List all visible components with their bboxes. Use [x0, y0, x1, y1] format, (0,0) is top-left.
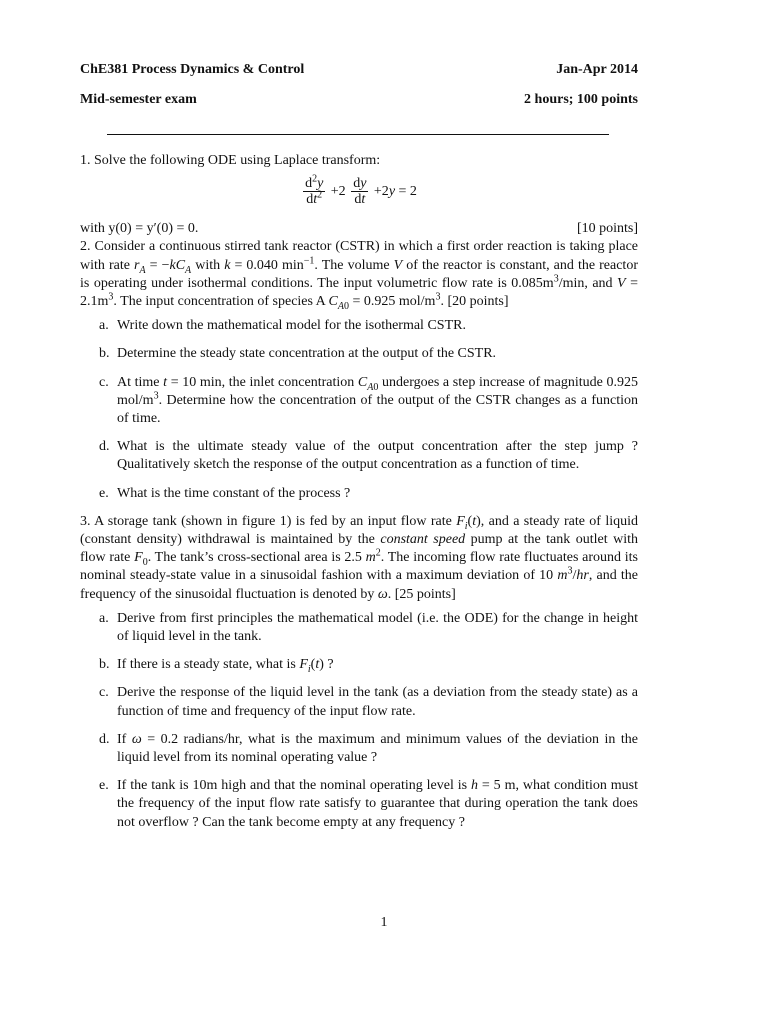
- q2-part-b: b. Determine the steady state concentration at the output of the CSTR.: [99, 346, 497, 362]
- q3-part-c: c. Derive the response of the liquid level in the tank (as a deviation from the steady state) as a function of time and frequency of the input flow rate.: [99, 685, 638, 719]
- exam-body: [80, 152, 638, 842]
- q1-intro: 1. Solve the following ODE using Laplace transform:: [80, 153, 381, 168]
- q2-parts: [80, 317, 638, 503]
- q3-part-a: a. Derive from first principles the mathematical model (i.e. the ODE) for the change in height of liquid level in the tank.: [99, 610, 638, 645]
- header-divider: [107, 134, 609, 135]
- exam-term: Jan-Apr 2014: [556, 62, 638, 77]
- exam-duration: 2 hours; 100 points: [524, 92, 638, 107]
- q1-points: [10 points]: [576, 221, 638, 237]
- q1-condition: with y(0) = y′(0) = 0.: [80, 221, 199, 237]
- exam-type: Mid-semester exam: [80, 92, 197, 107]
- q1-condition-row: [80, 220, 638, 238]
- q3-intro: 3. A storage tank (shown in figure 1) is fed by an input flow rate $F_i(t)$, and a steady rate of liquid (constant density) withdrawal is maintained by the constant speed pump at the tank outlet with flow rate $F_0$. The tank’s cross-sectional area is 2.5 $m^2$. The incoming flow rate fluctuates around its nominal steady-state value in a sinusoidal fashion with a maximum deviation of 10 $m^3/hr$, and the frequency of the sinusoidal fluctuation is denoted by ω. [25 points]: [80, 513, 638, 602]
- course-title: ChE381 Process Dynamics & Control: [80, 62, 305, 77]
- q2-part-a: a. Write down the mathematical model for the isothermal CSTR.: [99, 318, 466, 334]
- page-number: 1: [380, 915, 388, 930]
- q3-part-d: d. If ω = 0.2 radians/hr, what is the maximum and minimum values of the deviation in the liquid level from its nominal operating value ?: [99, 731, 638, 766]
- q2-part-c: c. At time t = 10 min, the inlet concentration $C_{A0}$ undergoes a step increase of magnitude 0.925 mol/$m^3$. Determine how the concentration of the output of the CSTR changes as a function of time.: [99, 374, 638, 427]
- q2-part-e: e. What is the time constant of the process ?: [99, 485, 351, 501]
- q3-part-e: e. If the tank is 10m high and that the nominal operating level is h = 5 m, what condition must the frequency of the input flow rate satisfy to guarantee that during operation the tank does not overflow ? Can the tank become empty at any frequency ?: [99, 778, 639, 830]
- q2-part-d: d. What is the ultimate steady value of the output concentration after the step jump ? Qualitatively sketch the response of the output concentration as a function of time.: [99, 439, 638, 473]
- q3-parts: [80, 610, 638, 832]
- q2-intro: 2. Consider a continuous stirred tank reactor (CSTR) in which a first order reaction is taking place with rate $r_A = -kC_A$ with k = 0.040 $\min^{-1}$. The volume V of the reactor is constant, and the reactor is operating under isothermal conditions. The input volumetric flow rate is $0.085m^3/\min$, and $V = 2.1m^3$. The input concentration of species A $C_{A0} = 0.925$ mol/$m^3$. [20 points]: [80, 239, 638, 312]
- q3-part-b: b. If there is a steady state, what is $F_i(t)$ ?: [99, 657, 334, 676]
- q1-equation: $\frac{d^2y}{dt^2}$ +2 $\frac{dy}{dt}$ +2y = 2: [305, 173, 417, 208]
